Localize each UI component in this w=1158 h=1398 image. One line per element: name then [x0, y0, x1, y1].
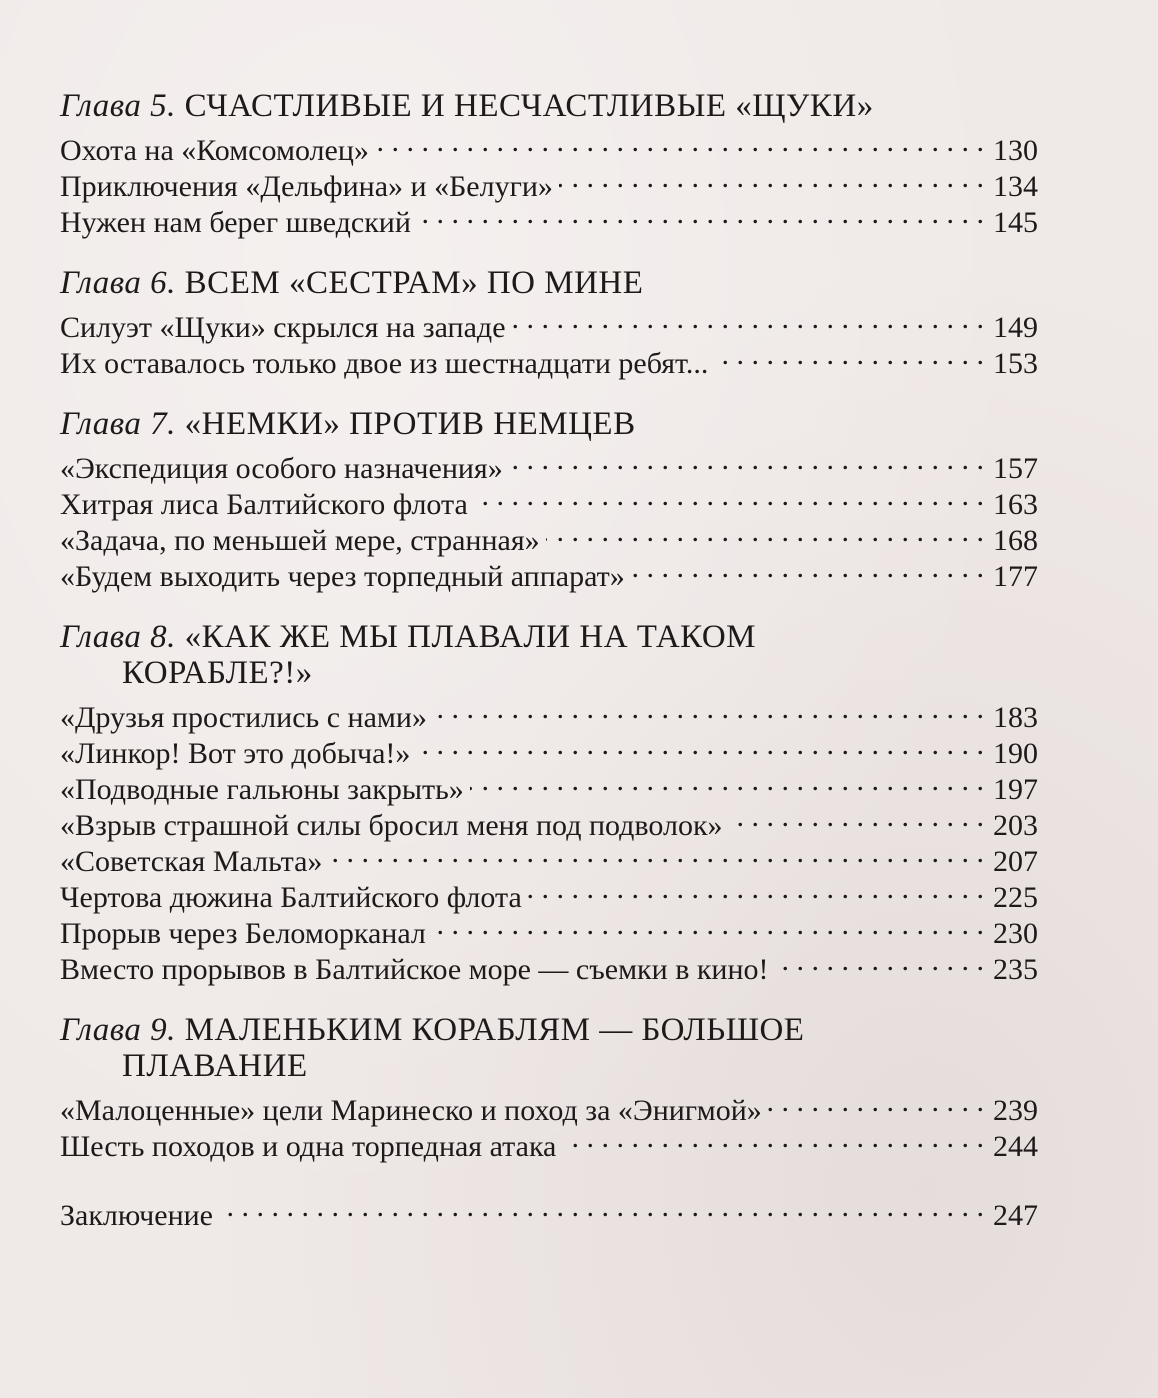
chapter-heading: [60, 406, 1038, 442]
dot-leader: [512, 301, 984, 337]
dot-leader: [470, 763, 984, 799]
chapter-label: Глава 6.: [60, 265, 176, 301]
entry-page: 244: [993, 1130, 1038, 1163]
toc-entry: [60, 124, 1038, 167]
toc-entry: [60, 691, 1038, 734]
chapter-8: [60, 619, 1038, 986]
entry-title: «Друзья простились с нами»: [60, 701, 427, 734]
chapter-title: «КАК ЖЕ МЫ ПЛАВАЛИ НА ТАКОМ: [184, 619, 757, 655]
chapter-6: [60, 265, 1038, 380]
chapter-heading: [60, 1012, 1038, 1084]
dot-leader: [528, 871, 984, 907]
chapter-heading: [60, 265, 1038, 301]
toc-entry: [60, 301, 1038, 344]
dot-leader: [729, 799, 984, 835]
chapter-title-continuation: ПЛАВАНИЕ: [122, 1048, 308, 1084]
dot-leader: [559, 160, 984, 196]
entry-page: 177: [993, 560, 1038, 593]
entry-title: «Экспедиция особого назначения»: [60, 452, 503, 485]
chapter-title: СЧАСТЛИВЫЕ И НЕСЧАСТЛИВЫЕ «ЩУКИ»: [184, 88, 874, 124]
toc-entry-conclusion: [60, 1189, 1038, 1232]
dot-leader: [775, 943, 984, 979]
entry-title: Вместо прорывов в Балтийское море — съемки в кино!: [60, 953, 769, 986]
entry-title: «Советская Мальта»: [60, 845, 323, 878]
entry-page: 157: [993, 452, 1038, 485]
chapter-label: Глава 5.: [60, 88, 176, 124]
entry-title: Прорыв через Беломорканал: [60, 917, 426, 950]
dot-leader: [416, 727, 984, 763]
dot-leader: [631, 550, 984, 586]
table-of-contents: [60, 88, 1038, 1232]
entry-title: «Линкор! Вот это добыча!»: [60, 737, 411, 770]
dot-leader: [375, 124, 984, 160]
entry-title: Заключение: [60, 1199, 213, 1232]
entry-page: 134: [993, 170, 1038, 203]
entry-page: 145: [993, 206, 1038, 239]
chapter-heading: [60, 88, 1038, 124]
chapter-title: ВСЕМ «СЕСТРАМ» ПО МИНЕ: [184, 265, 644, 301]
entry-title: Чертова дюжина Балтийского флота: [60, 881, 522, 914]
chapter-heading: [60, 619, 1038, 691]
toc-entry: [60, 1084, 1038, 1127]
entry-page: 197: [993, 773, 1038, 806]
entry-page: 207: [993, 845, 1038, 878]
dot-leader: [433, 691, 984, 727]
dot-leader: [219, 1189, 984, 1225]
entry-title: Их оставалось только двое из шестнадцати ребят...: [60, 347, 709, 380]
chapter-title-continuation: КОРАБЛЕ?!»: [122, 655, 313, 691]
entry-page: 168: [993, 524, 1038, 557]
entry-title: Охота на «Комсомолец»: [60, 134, 369, 167]
chapter-9: [60, 1012, 1038, 1163]
entry-title: «Малоценные» цели Маринеско и поход за «Энигмой»: [60, 1094, 762, 1127]
entry-page: 153: [993, 347, 1038, 380]
entry-title: «Подводные гальюны закрыть»: [60, 773, 464, 806]
entry-title: Шесть походов и одна торпедная атака: [60, 1130, 557, 1163]
dot-leader: [417, 196, 984, 232]
entry-page: 239: [993, 1094, 1038, 1127]
entry-page: 190: [993, 737, 1038, 770]
entry-page: 149: [993, 311, 1038, 344]
toc-entry: [60, 442, 1038, 485]
dot-leader: [474, 478, 984, 514]
dot-leader: [546, 514, 984, 550]
entry-page: 163: [993, 488, 1038, 521]
chapter-title: МАЛЕНЬКИМ КОРАБЛЯМ — БОЛЬШОЕ: [184, 1012, 805, 1048]
entry-title: Нужен нам берег шведский: [60, 206, 411, 239]
entry-title: Хитрая лиса Балтийского флота: [60, 488, 468, 521]
chapter-label: Глава 8.: [60, 619, 176, 655]
dot-leader: [432, 907, 984, 943]
dot-leader: [768, 1084, 984, 1120]
entry-page: 247: [993, 1199, 1038, 1232]
chapter-title: «НЕМКИ» ПРОТИВ НЕМЦЕВ: [184, 406, 636, 442]
chapter-label: Глава 7.: [60, 406, 176, 442]
chapter-label: Глава 9.: [60, 1012, 176, 1048]
dot-leader: [509, 442, 984, 478]
entry-title: «Взрыв страшной силы бросил меня под подволок»: [60, 809, 723, 842]
entry-page: 130: [993, 134, 1038, 167]
entry-title: «Будем выходить через торпедный аппарат»: [60, 560, 625, 593]
dot-leader: [562, 1120, 984, 1156]
dot-leader: [328, 835, 984, 871]
chapter-5: [60, 88, 1038, 239]
entry-title: «Задача, по меньшей мере, странная»: [60, 524, 540, 557]
dot-leader: [714, 337, 984, 373]
entry-title: Приключения «Дельфина» и «Белуги»: [60, 170, 553, 203]
entry-title: Силуэт «Щуки» скрылся на западе: [60, 311, 506, 344]
entry-page: 203: [993, 809, 1038, 842]
entry-page: 183: [993, 701, 1038, 734]
entry-page: 230: [993, 917, 1038, 950]
chapter-7: [60, 406, 1038, 593]
entry-page: 225: [993, 881, 1038, 914]
entry-page: 235: [993, 953, 1038, 986]
